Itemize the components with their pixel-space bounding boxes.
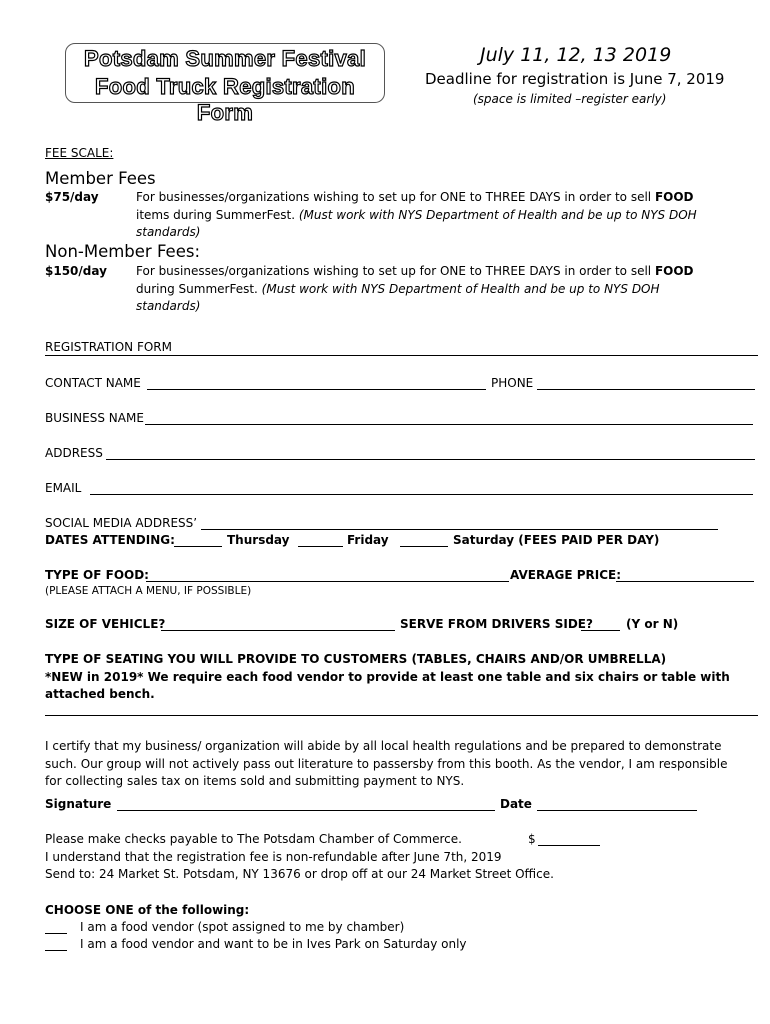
option2-label: I am a food vendor and want to be in Ives Park on Saturday only xyxy=(80,937,467,951)
form-title-line2: Food Truck Registration Form xyxy=(95,74,355,125)
certification-text: I certify that my business/ organization will abide by all local health regulations and be prepared to demonstrate such. Our group will not actively pass out literature to passersby from this booth. As the vendor, I am responsible for collecting sales tax on items sold and submitting payment to NYS. xyxy=(45,739,728,788)
type-of-food-field[interactable] xyxy=(146,581,509,582)
vehicle-size-label: SIZE OF VEHICLE? xyxy=(45,617,166,631)
nonmember-description: For businesses/organizations wishing to set up for ONE to THREE DAYS in order to sell FOOD during SummerFest. (Must work with NYS Department of Health and be up to NYS DOH standards) xyxy=(136,264,694,313)
contact-name-label: CONTACT NAME xyxy=(45,376,141,390)
option1-checkbox[interactable] xyxy=(45,933,67,934)
title-box xyxy=(65,43,385,125)
deadline-text: Deadline for registration is June 7, 2019 xyxy=(425,70,725,88)
menu-note: (PLEASE ATTACH A MENU, IF POSSIBLE) xyxy=(45,585,252,597)
option2-checkbox[interactable] xyxy=(45,950,67,951)
registration-form-label: REGISTRATION FORM xyxy=(45,340,172,354)
signature-label: Signature xyxy=(45,797,112,811)
address-label: ADDRESS xyxy=(45,446,103,460)
serve-side-label: SERVE FROM DRIVERS SIDE? xyxy=(400,617,593,631)
dollar-sign: $ xyxy=(528,832,536,846)
seating-section: TYPE OF SEATING YOU WILL PROVIDE TO CUSTOMERS (TABLES, CHAIRS AND/OR UMBRELLA) *NEW in 2019* We require each food vendor to provide at least one table and six chairs or table with attached bench. xyxy=(45,652,730,701)
thursday-label: Thursday xyxy=(227,533,290,547)
average-price-label: AVERAGE PRICE: xyxy=(510,568,622,582)
social-media-field[interactable] xyxy=(201,529,718,530)
date-label: Date xyxy=(500,797,532,811)
choose-one-heading: CHOOSE ONE of the following: xyxy=(45,903,250,917)
phone-field[interactable] xyxy=(537,389,755,390)
vehicle-size-field[interactable] xyxy=(161,630,395,631)
section-divider xyxy=(45,355,758,356)
saturday-blank[interactable] xyxy=(400,546,448,547)
amount-field[interactable] xyxy=(538,845,600,846)
email-label: EMAIL xyxy=(45,481,82,495)
space-note: (space is limited –register early) xyxy=(473,92,667,106)
friday-blank[interactable] xyxy=(298,546,343,547)
business-name-label: BUSINESS NAME xyxy=(45,411,144,425)
friday-label: Friday xyxy=(347,533,389,547)
send-to-address: Send to: 24 Market St. Potsdam, NY 13676 or drop off at our 24 Market Street Office. xyxy=(45,867,554,881)
contact-name-field[interactable] xyxy=(147,389,486,390)
saturday-label: Saturday (FEES PAID PER DAY) xyxy=(453,533,660,547)
option1-label: I am a food vendor (spot assigned to me by chamber) xyxy=(80,920,405,934)
average-price-field[interactable] xyxy=(616,581,754,582)
refund-note: I understand that the registration fee is non-refundable after June 7th, 2019 xyxy=(45,850,502,864)
nonmember-price: $150/day xyxy=(45,264,107,278)
email-field[interactable] xyxy=(90,494,753,495)
business-name-field[interactable] xyxy=(145,424,753,425)
festival-dates: July 11, 12, 13 2019 xyxy=(480,44,672,66)
fee-scale-label: FEE SCALE: xyxy=(45,146,114,160)
type-of-food-label: TYPE OF FOOD: xyxy=(45,568,149,582)
seating-field[interactable] xyxy=(45,715,758,716)
member-description: For businesses/organizations wishing to set up for ONE to THREE DAYS in order to sell FOOD items during SummerFest. (Must work with NYS Department of Health and be up to NYS DOH standards) xyxy=(136,190,697,239)
address-field[interactable] xyxy=(106,459,755,460)
date-field[interactable] xyxy=(537,810,697,811)
social-media-label: SOCIAL MEDIA ADDRESS’ xyxy=(45,516,198,530)
thursday-blank[interactable] xyxy=(174,546,222,547)
member-fees-heading: Member Fees xyxy=(45,169,156,188)
signature-field[interactable] xyxy=(117,810,495,811)
serve-side-field[interactable] xyxy=(581,630,620,631)
phone-label: PHONE xyxy=(491,376,534,390)
member-price: $75/day xyxy=(45,190,99,204)
nonmember-fees-heading: Non-Member Fees: xyxy=(45,242,201,261)
y-or-n-label: (Y or N) xyxy=(626,617,679,631)
dates-attending-label: DATES ATTENDING: xyxy=(45,533,175,547)
form-title-line1: Potsdam Summer Festival xyxy=(84,46,366,71)
checks-payable-text: Please make checks payable to The Potsdam Chamber of Commerce. xyxy=(45,832,462,846)
